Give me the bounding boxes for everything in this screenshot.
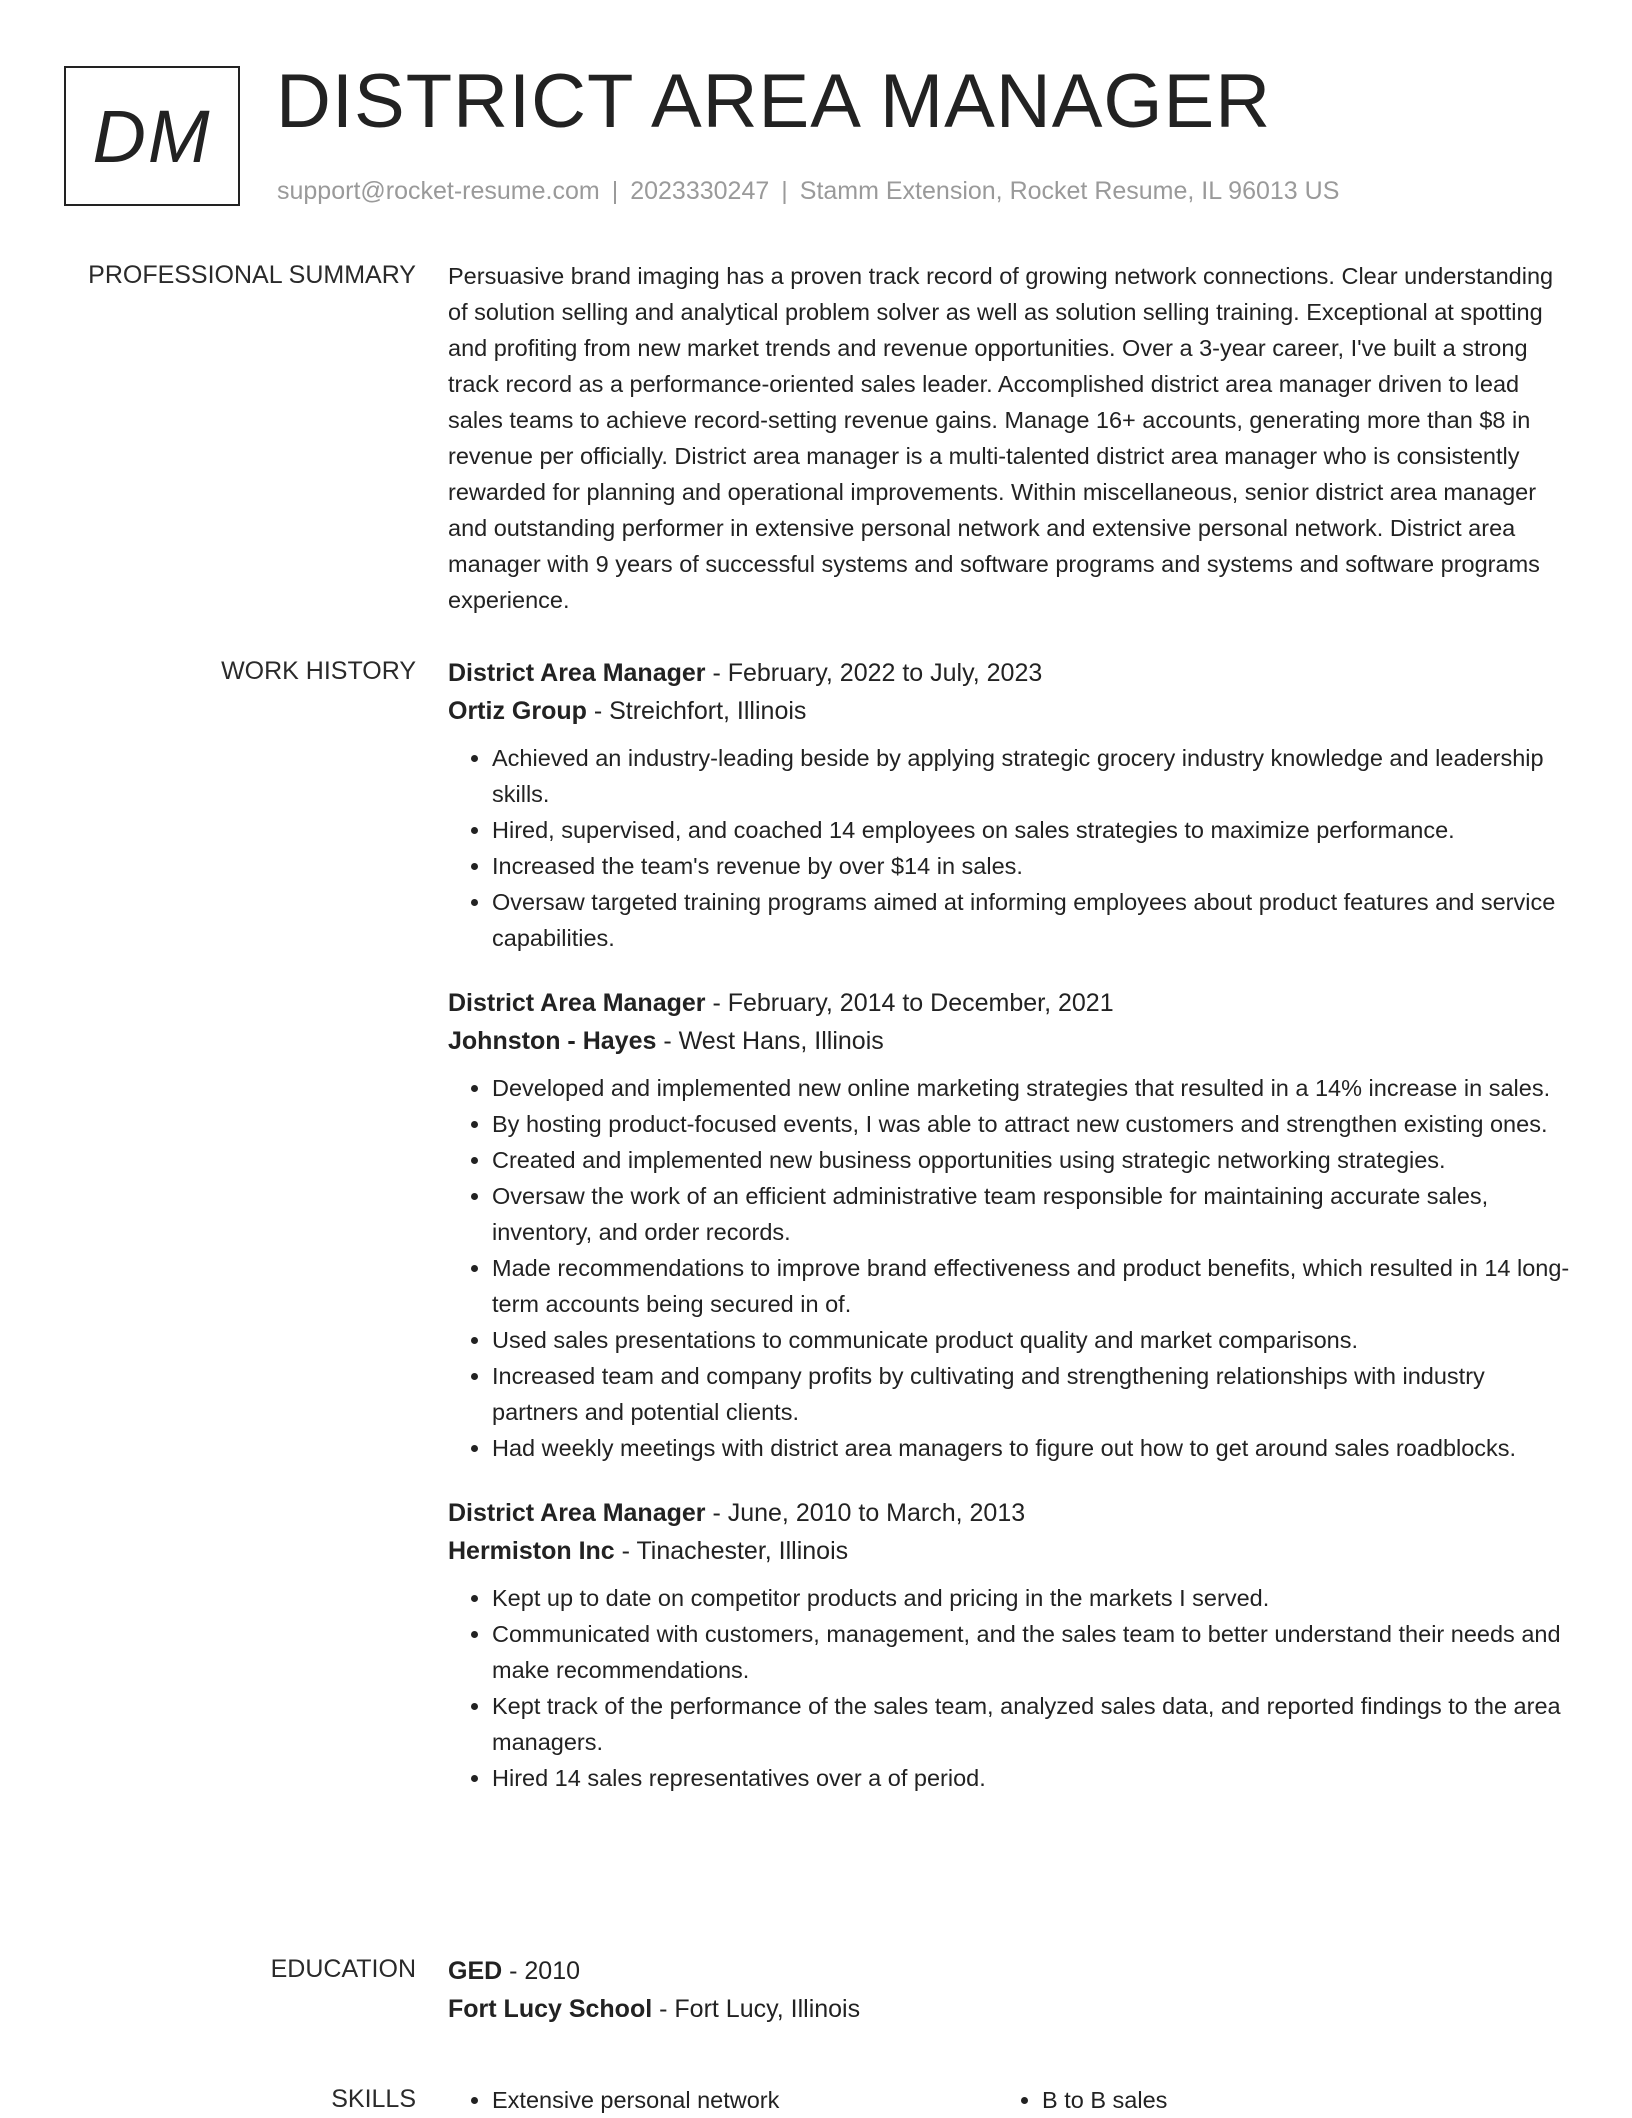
- page-title: DISTRICT AREA MANAGER: [276, 59, 1272, 144]
- job-company: Johnston - Hayes: [448, 1027, 657, 1055]
- list-item: • Oversaw the work of an efficient administrative team responsible for maintaining accurate sales, inventory, and order records.: [492, 1178, 1572, 1250]
- list-item: • Used sales presentations to communicate product quality and market comparisons.: [492, 1322, 1572, 1358]
- job-location: - West Hans, Illinois: [656, 1027, 884, 1055]
- section-title-work-history: WORK HISTORY: [221, 657, 416, 685]
- monogram: DM: [64, 66, 240, 206]
- education-location: - Fort Lucy, Illinois: [652, 1995, 861, 2023]
- education-degree: GED: [448, 1957, 503, 1985]
- contact-phone: 2023330247: [630, 177, 770, 205]
- contact-line: [277, 174, 1339, 208]
- list-item: • Communicated with customers, management, and the sales team to better understand their needs and make recommendations.: [492, 1616, 1572, 1688]
- job-entry: [448, 984, 1572, 1466]
- job-entry: [448, 1494, 1572, 1796]
- job-dates: - February, 2022 to July, 2023: [705, 659, 1043, 687]
- skills-column-right: [998, 2082, 1548, 2118]
- list-item: • Kept up to date on competitor products and pricing in the markets I served.: [492, 1580, 1572, 1616]
- education-degree-line: [448, 1952, 1572, 1990]
- skills-column-left: [448, 2082, 998, 2118]
- job-title-line: [448, 1494, 1572, 1532]
- list-item: • Oversaw targeted training programs aimed at informing employees about product features and service capabilities.: [492, 884, 1572, 956]
- contact-separator: |: [611, 177, 619, 205]
- job-company: Ortiz Group: [448, 697, 587, 725]
- list-item: • B to B sales: [1042, 2082, 1548, 2118]
- job-company: Hermiston Inc: [448, 1537, 615, 1565]
- skills-list: [448, 2082, 1572, 2118]
- list-item: • Achieved an industry-leading beside by applying strategic grocery industry knowledge and leadership skills.: [492, 740, 1572, 812]
- job-title-line: [448, 984, 1572, 1022]
- job-bullets: [448, 1580, 1572, 1796]
- list-item: • Made recommendations to improve brand effectiveness and product benefits, which resulted in 14 long-term accounts being secured in of.: [492, 1250, 1572, 1322]
- job-location: - Streichfort, Illinois: [586, 697, 807, 725]
- job-bullets: [448, 1070, 1572, 1466]
- job-role: District Area Manager: [448, 1499, 706, 1527]
- education-school: Fort Lucy School: [448, 1995, 653, 2023]
- job-company-line: [448, 692, 1572, 730]
- job-dates: - June, 2010 to March, 2013: [705, 1499, 1026, 1527]
- list-item: • Increased the team's revenue by over $14 in sales.: [492, 848, 1572, 884]
- list-item: • Developed and implemented new online marketing strategies that resulted in a 14% increase in sales.: [492, 1070, 1572, 1106]
- job-entry: [448, 654, 1572, 956]
- section-title-summary: PROFESSIONAL SUMMARY: [88, 261, 416, 289]
- job-dates: - February, 2014 to December, 2021: [705, 989, 1114, 1017]
- job-role: District Area Manager: [448, 659, 706, 687]
- contact-email: support@rocket-resume.com: [277, 177, 600, 205]
- education-school-line: [448, 1990, 1572, 2028]
- job-location: - Tinachester, Illinois: [614, 1537, 849, 1565]
- contact-address: Stamm Extension, Rocket Resume, IL 96013 US: [799, 177, 1340, 205]
- list-item: • By hosting product-focused events, I was able to attract new customers and strengthen existing ones.: [492, 1106, 1572, 1142]
- education-year: - 2010: [502, 1957, 581, 1985]
- section-title-skills: SKILLS: [331, 2085, 416, 2113]
- contact-separator: |: [781, 177, 788, 205]
- job-title-line: [448, 654, 1572, 692]
- list-item: • Hired, supervised, and coached 14 employees on sales strategies to maximize performance.: [492, 812, 1572, 848]
- list-item: • Created and implemented new business opportunities using strategic networking strategies.: [492, 1142, 1572, 1178]
- job-role: District Area Manager: [448, 989, 706, 1017]
- list-item: • Extensive personal network: [492, 2082, 998, 2118]
- section-title-education: EDUCATION: [270, 1955, 416, 1983]
- summary-text: Persuasive brand imaging has a proven track record of growing network connections. Clear understanding of solution selling and analytical problem solver as well as solution selling training. Exceptional at spotting and profiting from new market trends and revenue opportunities. Over a 3-year career, I've built a strong track record as a performance-oriented sales leader. Accomplished district area manager driven to lead sales teams to achieve record-setting revenue gains. Manage 16+ accounts, generating more than $8 in revenue per officially. District area manager is a multi-talented district area manager who is consistently rewarded for planning and operational improvements. Within miscellaneous, senior district area manager and outstanding performer in extensive personal network and extensive personal network. District area manager with 9 years of successful systems and software programs and systems and software programs experience.: [448, 263, 1554, 613]
- job-company-line: [448, 1022, 1572, 1060]
- list-item: • Had weekly meetings with district area managers to figure out how to get around sales roadblocks.: [492, 1430, 1572, 1466]
- job-bullets: [448, 740, 1572, 956]
- list-item: • Hired 14 sales representatives over a of period.: [492, 1760, 1572, 1796]
- job-company-line: [448, 1532, 1572, 1570]
- list-item: • Kept track of the performance of the sales team, analyzed sales data, and reported findings to the area managers.: [492, 1688, 1572, 1760]
- list-item: • Increased team and company profits by cultivating and strengthening relationships with industry partners and potential clients.: [492, 1358, 1572, 1430]
